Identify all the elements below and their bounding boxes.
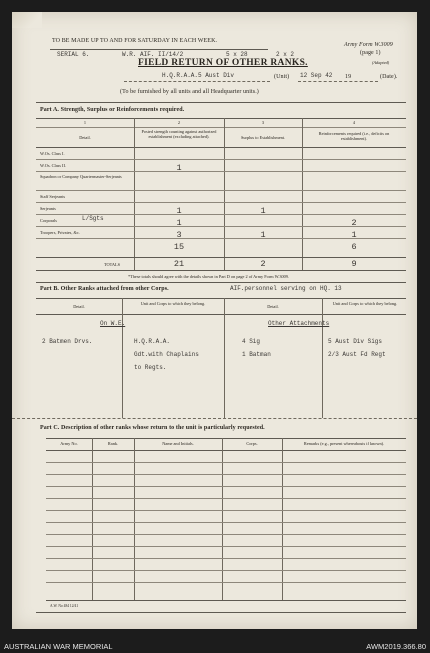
col-head-unit-corps: Unit and Corps to which they belong. bbox=[332, 301, 398, 306]
left-unit-line: to Regts. bbox=[134, 364, 167, 371]
col-number: 4 bbox=[352, 120, 356, 125]
row-label: W.Os. Class II. bbox=[40, 163, 66, 168]
form-title: FIELD RETURN OF OTHER RANKS. bbox=[138, 58, 308, 68]
col-number: 1 bbox=[83, 120, 87, 125]
posted-value: 1 bbox=[176, 206, 182, 216]
row-label: Corporals bbox=[40, 218, 57, 223]
posted-value: 1 bbox=[176, 163, 182, 173]
perforation-line bbox=[12, 418, 417, 419]
archive-caption-bar bbox=[0, 641, 430, 653]
col-head-reinforcements: Reinforcements required (i.e., deficits on establishment). bbox=[318, 131, 390, 141]
row-label: W.Os. Class I. bbox=[40, 151, 65, 156]
posted-value: 3 bbox=[176, 230, 182, 240]
printer-imprint: A.W. No 484 12/41 bbox=[50, 604, 79, 608]
part-b-top-rule bbox=[36, 282, 406, 283]
file-reference-3: 2 x 2 bbox=[276, 51, 295, 58]
col-head-posted: Posted strength counting against authorized establishment (excluding attached). bbox=[141, 129, 217, 139]
col-head-army-no: Army No. bbox=[60, 441, 78, 446]
archive-name: AUSTRALIAN WAR MEMORIAL bbox=[4, 642, 113, 651]
date-line bbox=[298, 81, 378, 82]
posted-value: 15 bbox=[173, 242, 185, 252]
col-head-remarks: Remarks (e.g., present whereabouts if known). bbox=[303, 441, 385, 446]
reinforcement-value: 2 bbox=[351, 218, 357, 228]
col-head-detail: Detail. bbox=[73, 304, 85, 309]
file-reference-2: 5 x 28 bbox=[226, 51, 248, 58]
col-head-unit-corps: Unit and Corps to which they belong. bbox=[140, 301, 206, 306]
date-prefix: 19 bbox=[345, 74, 352, 80]
instruction-underline bbox=[50, 49, 268, 50]
file-reference: W.R. AIF. II/14/2 bbox=[122, 51, 184, 58]
unit-line bbox=[124, 81, 270, 82]
right-detail: 1 Batman bbox=[242, 351, 271, 358]
left-detail: 2 Batmen Drvs. bbox=[42, 338, 93, 345]
right-detail: 4 Sig bbox=[242, 338, 261, 345]
col-number: 3 bbox=[261, 120, 265, 125]
total-surplus: 2 bbox=[260, 259, 266, 269]
total-reinforcements: 9 bbox=[351, 259, 357, 269]
unit-label: (Unit) bbox=[274, 74, 290, 80]
col-head-detail: Detail. bbox=[79, 135, 91, 140]
col-number: 2 bbox=[177, 120, 181, 125]
army-form-label: Army Form W.3009 bbox=[344, 42, 393, 48]
total-posted: 21 bbox=[173, 259, 185, 269]
furnished-note: (To be furnished by all units and all Headquarter units.) bbox=[120, 89, 259, 95]
page-label: (page 1) bbox=[360, 50, 381, 56]
accession-number: AWM2019.366.80 bbox=[366, 642, 426, 651]
totals-label: TOTALS bbox=[104, 262, 121, 267]
row-label: Troopers, Privates, &c. bbox=[40, 230, 80, 235]
folded-corner bbox=[12, 12, 42, 28]
adapted-label: (Adapted) bbox=[372, 60, 390, 65]
row-extra-note: L/Sgts bbox=[82, 215, 104, 222]
right-unit: 5 Aust Div Sigs bbox=[328, 338, 383, 345]
surplus-value: 1 bbox=[260, 206, 266, 216]
reinforcement-value: 6 bbox=[351, 242, 357, 252]
other-attachments-heading: Other Attachments bbox=[268, 320, 330, 327]
instruction-text: TO BE MADE UP TO AND FOR SATURDAY IN EACH WEEK. bbox=[52, 38, 218, 44]
row-label: Squadron or Company Quartermaster-Serjeants bbox=[40, 174, 122, 179]
on-we-heading: On W.E. bbox=[100, 320, 126, 327]
totals-footnote: *These totals should agree with the details shown in Part D on page 2 of Army Form W.3009. bbox=[128, 274, 289, 279]
part-b-title: Part B. Other Ranks attached from other Corps. bbox=[40, 286, 169, 292]
serial-number: SERIAL 6. bbox=[57, 51, 90, 58]
part-b-typed-note: AIF.personnel serving on HQ. 13 bbox=[230, 285, 342, 292]
part-c-title: Part C. Description of other ranks whose return to the unit is particularly requested. bbox=[40, 425, 265, 431]
bottom-rule bbox=[36, 612, 406, 613]
col-head-name: Name and Initials. bbox=[162, 441, 194, 446]
col-head-rank: Rank. bbox=[107, 441, 119, 446]
surplus-value: 1 bbox=[260, 230, 266, 240]
right-unit: 2/3 Aust Fd Regt bbox=[328, 351, 386, 358]
col-head-detail: Detail. bbox=[267, 304, 279, 309]
date-label: (Date). bbox=[380, 74, 398, 80]
unit-value: H.Q.R.A.A.5 Aust Div bbox=[162, 72, 235, 79]
form-sheet bbox=[12, 12, 417, 629]
row-label: Staff Serjeants bbox=[40, 194, 66, 199]
date-value: 12 Sep 42 bbox=[300, 72, 333, 79]
reinforcement-value: 1 bbox=[351, 230, 357, 240]
posted-value: 1 bbox=[176, 218, 182, 228]
left-unit-line: Gdt.with Chaplains bbox=[134, 351, 199, 358]
col-head-corps: Corps. bbox=[246, 441, 258, 446]
row-label: Serjeants bbox=[40, 206, 56, 211]
part-a-top-rule bbox=[36, 102, 406, 103]
col-head-surplus: Surplus to Establishment. bbox=[240, 135, 286, 140]
left-unit-line: H.Q.R.A.A. bbox=[134, 338, 171, 345]
part-a-title: Part A. Strength, Surplus or Reinforcements required. bbox=[40, 107, 185, 113]
